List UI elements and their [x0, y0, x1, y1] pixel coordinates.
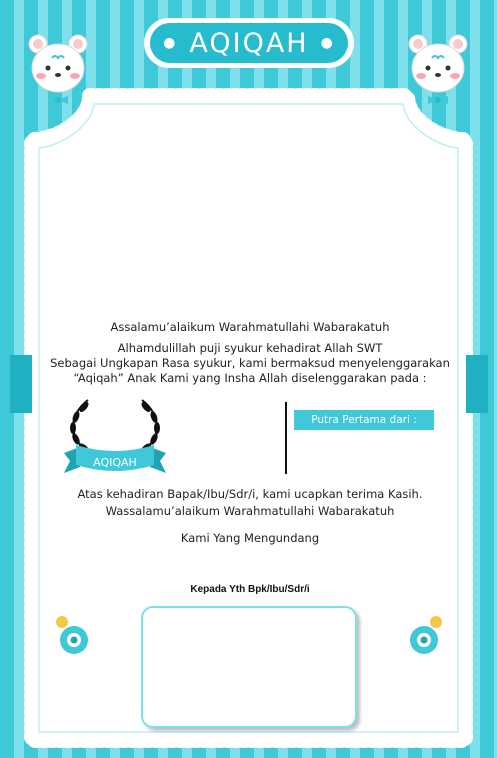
vertical-divider — [285, 402, 287, 474]
recipient-name-box — [141, 606, 357, 728]
pacifier-icon — [52, 614, 92, 660]
wreath-banner-label: AQIQAH — [93, 456, 137, 469]
left-side-tab — [10, 355, 32, 413]
intro-line-2: “Aqiqah” Anak Kami yang Insha Allah diselenggarakan pada : — [73, 371, 427, 385]
closing-text: Wassalamu’alaikum Warahmatullahi Wabarakatuh — [105, 504, 395, 518]
praise-text: Alhamdulillah puji syukur kehadirat Allah SWT — [117, 341, 383, 355]
recipient-label: Kepada Yth Bpk/Ibu/Sdr/i — [190, 584, 310, 595]
greeting-text: Assalamu’alaikum Warahmatullahi Wabarakatuh — [110, 320, 390, 334]
child-label: Putra Pertama dari : — [294, 410, 434, 430]
intro-line-1: Sebagai Ungkapan Rasa syukur, kami bermaksud menyelenggarakan — [50, 356, 450, 370]
thanks-text: Atas kehadiran Bapak/Ibu/Sdr/i, kami ucapkan terima Kasih. — [77, 487, 423, 501]
pacifier-icon — [406, 614, 446, 660]
title-inner — [150, 23, 348, 63]
page-title: AQIQAH — [189, 27, 309, 59]
bear-icon — [26, 32, 90, 106]
bow-tie-icon — [428, 96, 448, 104]
signature-text: Kami Yang Mengundang — [180, 531, 320, 545]
title-dot-left: ● — [163, 35, 178, 51]
title-dot-right: ● — [320, 35, 335, 51]
bow-tie-icon — [48, 96, 68, 104]
title-badge — [144, 18, 354, 68]
bear-icon — [406, 32, 470, 106]
